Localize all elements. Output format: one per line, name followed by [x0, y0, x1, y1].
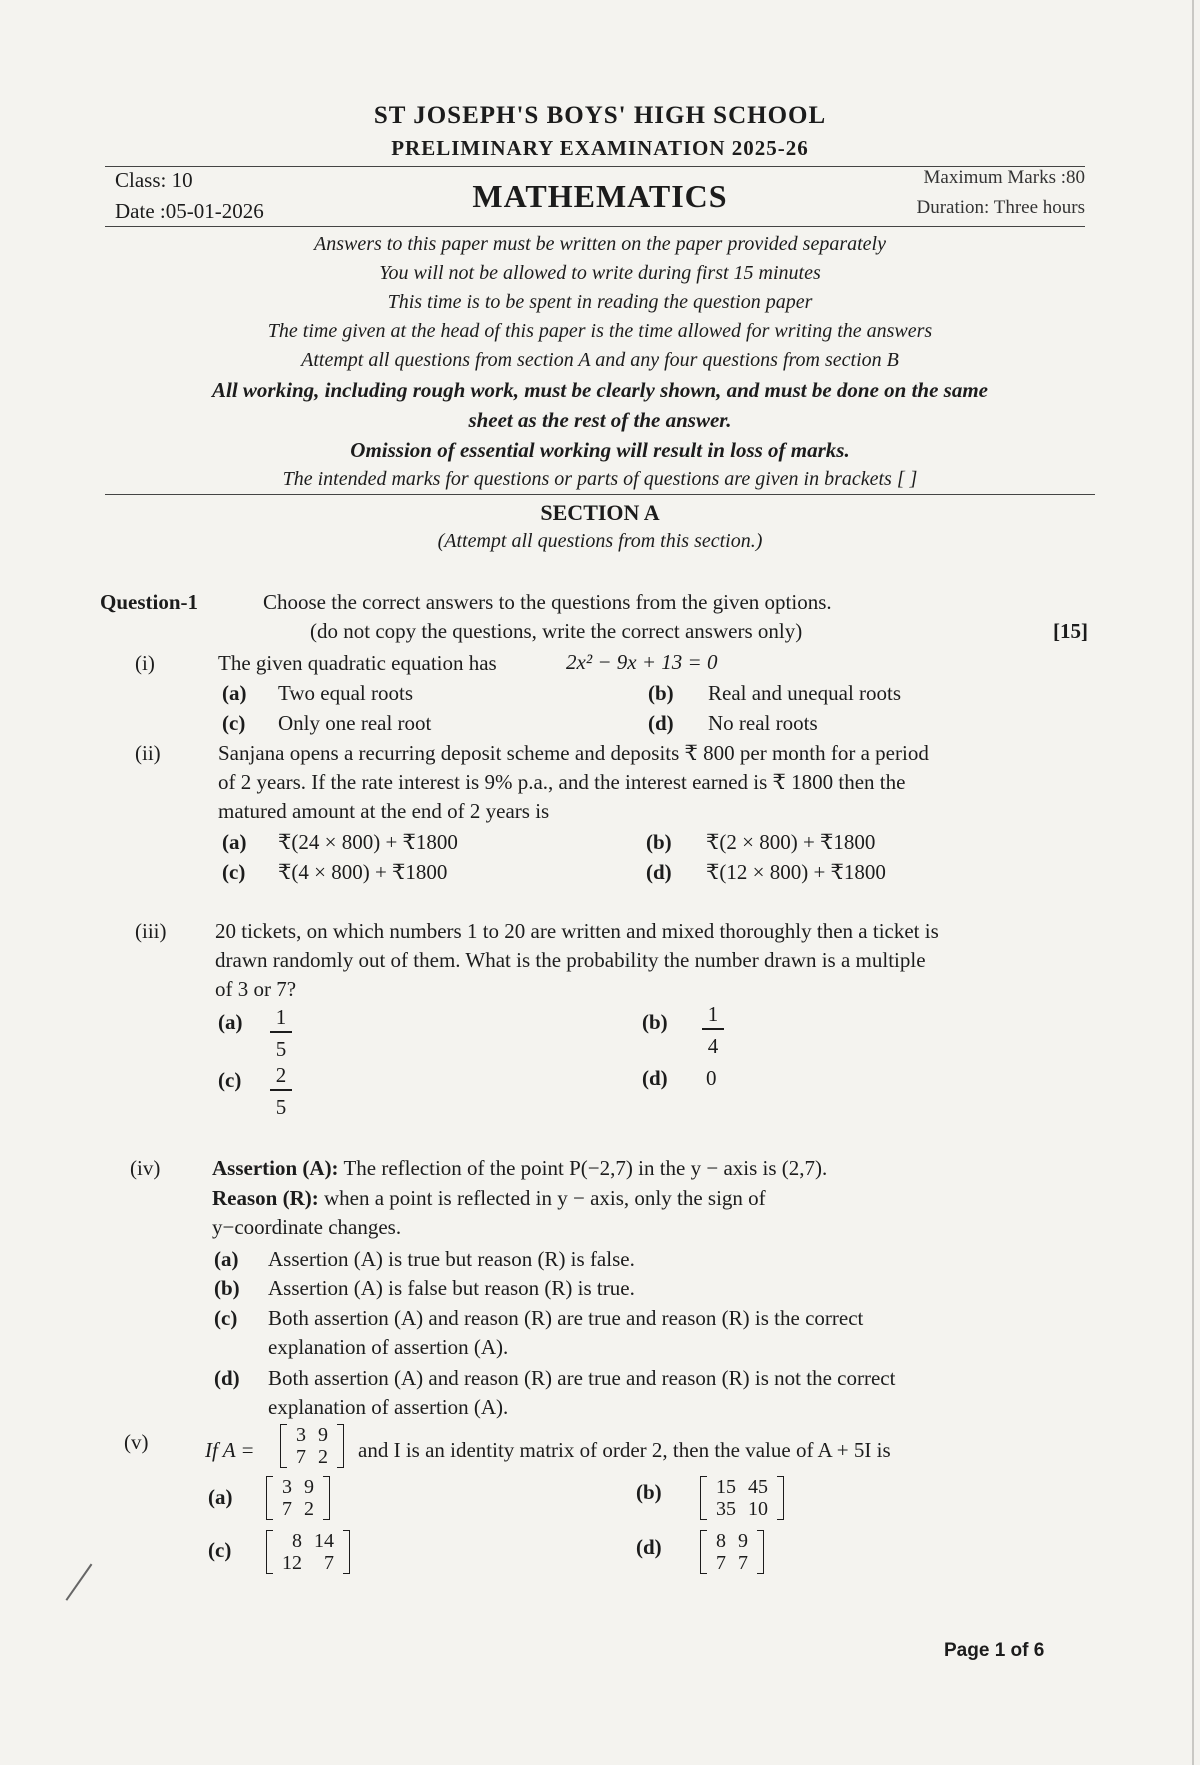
q-iv-assertion [212, 1156, 827, 1181]
bracket-right [757, 1530, 764, 1574]
matrix-cell: 7 [738, 1552, 748, 1574]
q-v-number: (v) [124, 1430, 149, 1454]
q-i-number: (i) [135, 651, 155, 675]
matrix-cell: 35 [716, 1498, 736, 1520]
bracket-left [266, 1476, 273, 1520]
q-iv-option-c-line-2: explanation of assertion (A). [268, 1335, 509, 1359]
matrix-cell: 8 [292, 1530, 302, 1552]
fraction-bar [702, 1028, 724, 1030]
instruction-2: You will not be allowed to write during first 15 minutes [379, 262, 821, 284]
q-v-option-a-label: (a) [208, 1485, 233, 1509]
q-iii-option-a-denominator: 5 [275, 1037, 287, 1061]
q-v-option-d-label: (d) [636, 1535, 662, 1559]
bracket-right [337, 1424, 344, 1468]
subject-title: MATHEMATICS [472, 178, 728, 214]
bold-instruction-3: Omission of essential working will result in loss of marks. [350, 438, 850, 462]
instruction-4: The time given at the head of this paper is the time allowed for writing the answers [267, 320, 933, 342]
q-iii-option-c-fraction [270, 1063, 292, 1119]
q-iii-line-3: of 3 or 7? [215, 977, 297, 1001]
matrix-cell: 12 [282, 1552, 302, 1574]
section-title: SECTION A [540, 500, 660, 525]
question-1-marks: [15] [1053, 619, 1088, 643]
matrix-grid [276, 1476, 320, 1520]
matrix-cell: 45 [748, 1476, 768, 1498]
q-ii-option-a-label: (a) [222, 830, 247, 854]
q-iii-option-d-label: (d) [642, 1066, 668, 1090]
q-iv-reason [212, 1186, 766, 1211]
q-iv-option-c-label: (c) [214, 1306, 238, 1330]
q-iv-option-c: Both assertion (A) and reason (R) are true and reason (R) is the correct [268, 1306, 864, 1330]
q-v-option-b-matrix [700, 1476, 784, 1520]
matrix-cell: 7 [282, 1498, 292, 1520]
q-iv-option-b-label: (b) [214, 1276, 240, 1300]
matrix-cell: 7 [716, 1552, 726, 1574]
matrix-cell: 9 [304, 1476, 314, 1498]
reason-label: Reason (R): [212, 1186, 319, 1210]
q-iv-option-d-line-2: explanation of assertion (A). [268, 1395, 509, 1419]
q-iv-number: (iv) [130, 1156, 161, 1180]
reason-text: when a point is reflected in y − axis, only the sign of [323, 1186, 766, 1210]
q-iii-option-b-denominator: 4 [707, 1034, 719, 1058]
matrix-cell: 10 [748, 1498, 768, 1520]
bold-instruction-2: sheet as the rest of the answer. [468, 408, 732, 432]
exam-title: PRELIMINARY EXAMINATION 2025-26 [391, 136, 809, 160]
q-v-option-b-label: (b) [636, 1480, 662, 1504]
q-i-equation: 2x² − 9x + 13 = 0 [566, 650, 718, 674]
q-iii-line-1: 20 tickets, on which numbers 1 to 20 are written and mixed thoroughly then a ticket is [215, 919, 939, 943]
fraction-bar [270, 1089, 292, 1091]
q-v-option-a-matrix [266, 1476, 330, 1520]
matrix-grid [290, 1424, 334, 1468]
question-1-text: Choose the correct answers to the questions from the given options. [263, 590, 832, 614]
bracket-left [700, 1530, 707, 1574]
q-v-option-d-matrix [700, 1530, 764, 1574]
q-ii-option-b-label: (b) [646, 830, 672, 854]
q-iii-option-a-fraction [270, 1005, 292, 1061]
scan-edge [1192, 0, 1194, 1765]
q-iii-option-b-numerator: 1 [707, 1002, 719, 1026]
q-v-stem-pre: If A = [205, 1438, 255, 1462]
q-iii-option-b-fraction [702, 1002, 724, 1058]
bold-instruction-1: All working, including rough work, must be clearly shown, and must be done on the same [212, 378, 988, 402]
q-iii-number: (iii) [135, 919, 167, 943]
matrix-cell: 15 [716, 1476, 736, 1498]
page-number: Page 1 of 6 [944, 1640, 1045, 1661]
matrix-cell: 7 [296, 1446, 306, 1468]
instruction-1: Answers to this paper must be written on the paper provided separately [314, 233, 886, 255]
matrix-cell: 9 [738, 1530, 748, 1552]
q-i-option-a-label: (a) [222, 681, 247, 705]
bracket-right [343, 1530, 350, 1574]
q-iii-option-c-denominator: 5 [275, 1095, 287, 1119]
matrix-cell: 14 [314, 1530, 334, 1552]
q-iii-option-a-label: (a) [218, 1010, 243, 1034]
bracket-right [777, 1476, 784, 1520]
section-subtitle: (Attempt all questions from this section.) [437, 530, 763, 552]
q-i-option-c-label: (c) [222, 711, 246, 735]
matrix-cell: 2 [318, 1446, 328, 1468]
instruction-5: Attempt all questions from section A and any four questions from section B [301, 349, 899, 371]
q-ii-option-c-label: (c) [222, 860, 246, 884]
q-iii-option-a-numerator: 1 [275, 1005, 287, 1029]
q-iv-option-d-label: (d) [214, 1366, 240, 1390]
duration: Duration: Three hours [916, 197, 1085, 218]
instructions-rule [105, 494, 1095, 495]
q-ii-option-c: ₹(4 × 800) + ₹1800 [278, 860, 448, 884]
q-iii-option-d: 0 [706, 1066, 717, 1090]
matrix-grid [276, 1530, 340, 1574]
q-ii-option-a: ₹(24 × 800) + ₹1800 [278, 830, 458, 854]
matrix-cell: 2 [304, 1498, 314, 1520]
q-i-option-d: No real roots [708, 711, 818, 735]
q-i-option-c: Only one real root [278, 711, 432, 735]
bracket-right [323, 1476, 330, 1520]
q-ii-option-d-label: (d) [646, 860, 672, 884]
class-label: Class: 10 [115, 168, 193, 192]
matrix-cell: 8 [716, 1530, 726, 1552]
fraction-bar [270, 1031, 292, 1033]
q-ii-line-1: Sanjana opens a recurring deposit scheme and deposits ₹ 800 per month for a period [218, 741, 929, 765]
q-ii-line-2: of 2 years. If the rate interest is 9% p.a., and the interest earned is ₹ 1800 then the [218, 770, 906, 794]
pencil-mark [66, 1564, 92, 1601]
q-v-option-c-matrix [266, 1530, 350, 1574]
q-v-option-c-label: (c) [208, 1538, 232, 1562]
q-iii-option-b-label: (b) [642, 1010, 668, 1034]
q-v-stem-post: and I is an identity matrix of order 2, then the value of A + 5I is [358, 1438, 891, 1462]
q-iii-line-2: drawn randomly out of them. What is the probability the number drawn is a multiple [215, 948, 926, 972]
header-rule-bottom [105, 226, 1085, 227]
q-ii-number: (ii) [135, 741, 161, 765]
q-iv-option-a-label: (a) [214, 1247, 239, 1271]
q-iv-reason-line-2: y−coordinate changes. [212, 1215, 402, 1239]
matrix-cell: 7 [324, 1552, 334, 1574]
bracket-left [700, 1476, 707, 1520]
bracket-left [266, 1530, 273, 1574]
q-iv-option-d: Both assertion (A) and reason (R) are true and reason (R) is not the correct [268, 1366, 896, 1390]
instruction-3: This time is to be spent in reading the question paper [387, 291, 813, 313]
marks-note: The intended marks for questions or parts of questions are given in brackets [ ] [282, 468, 918, 490]
q-ii-option-d: ₹(12 × 800) + ₹1800 [706, 860, 886, 884]
school-name: ST JOSEPH'S BOYS' HIGH SCHOOL [373, 102, 827, 129]
q-i-option-a: Two equal roots [278, 681, 414, 705]
q-iv-option-b: Assertion (A) is false but reason (R) is true. [268, 1276, 635, 1300]
question-1-label: Question-1 [100, 590, 199, 614]
question-1-note: (do not copy the questions, write the correct answers only) [310, 619, 803, 643]
q-i-stem: The given quadratic equation has [218, 651, 497, 675]
q-i-option-d-label: (d) [648, 711, 674, 735]
date-label: Date :05-01-2026 [115, 199, 264, 223]
assertion-label: Assertion (A): [212, 1156, 339, 1180]
matrix-cell: 9 [318, 1424, 328, 1446]
bracket-left [280, 1424, 287, 1468]
assertion-text: The reflection of the point P(−2,7) in the y − axis is (2,7). [343, 1156, 828, 1180]
matrix-A [280, 1424, 344, 1468]
matrix-grid [710, 1476, 774, 1520]
q-iii-option-c-label: (c) [218, 1068, 242, 1092]
q-i-option-b-label: (b) [648, 681, 674, 705]
q-iv-option-a: Assertion (A) is true but reason (R) is false. [268, 1247, 635, 1271]
q-iii-option-c-numerator: 2 [275, 1063, 287, 1087]
max-marks: Maximum Marks :80 [923, 167, 1085, 188]
matrix-cell: 3 [296, 1424, 306, 1446]
matrix-cell: 3 [282, 1476, 292, 1498]
q-i-option-b: Real and unequal roots [708, 681, 902, 705]
matrix-grid [710, 1530, 754, 1574]
q-ii-line-3: matured amount at the end of 2 years is [218, 799, 550, 823]
q-ii-option-b: ₹(2 × 800) + ₹1800 [706, 830, 876, 854]
